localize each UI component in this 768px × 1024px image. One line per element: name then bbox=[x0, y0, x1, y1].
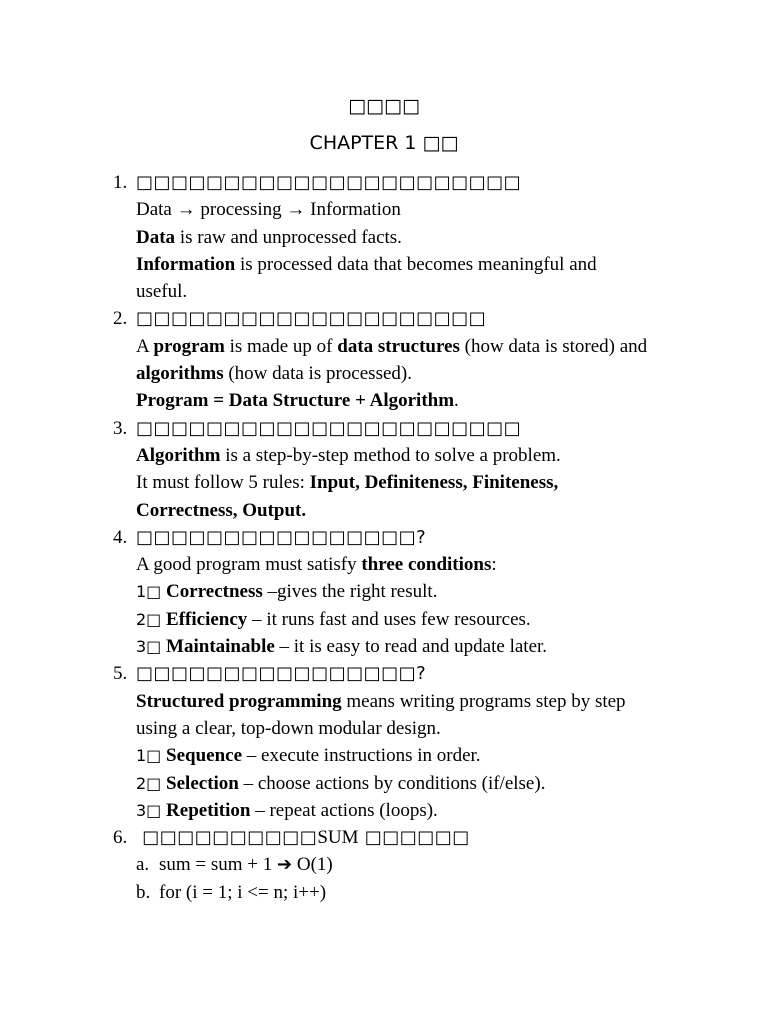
item-marker: 2□ bbox=[136, 609, 162, 629]
answer-text: . bbox=[454, 390, 459, 412]
list-item bbox=[0, 742, 768, 769]
item-marker: 3□ bbox=[136, 800, 162, 820]
list-item bbox=[0, 770, 768, 797]
answer-text: is raw and unprocessed facts. bbox=[175, 226, 402, 248]
answer-line bbox=[0, 251, 768, 278]
question-text: □□□□□□□□□□□□□□□□□□□□ bbox=[136, 308, 487, 330]
answer-line bbox=[0, 497, 768, 524]
answer-line: using a clear, top-down modular design. bbox=[136, 717, 441, 739]
answer-text: – it runs fast and uses few resources. bbox=[247, 608, 531, 630]
bold-term: Correctness bbox=[166, 581, 263, 603]
answer-text: It must follow 5 rules: bbox=[136, 472, 310, 494]
bold-term: Input, Definiteness, Finiteness, bbox=[309, 472, 559, 494]
answer-text: is processed data that becomes meaningful and bbox=[235, 253, 597, 275]
question-number: 4. bbox=[113, 526, 128, 548]
bold-term: Algorithm bbox=[136, 444, 221, 466]
question-number: 6. bbox=[113, 827, 128, 849]
answer-line bbox=[0, 688, 768, 715]
bold-term: algorithms bbox=[136, 363, 224, 385]
answer-text: – repeat actions (loops). bbox=[250, 799, 438, 821]
answer-text: means writing programs step by step bbox=[341, 690, 626, 712]
sub-item-label: a. bbox=[136, 854, 150, 876]
question-text-part: □□□□□□□□□□ bbox=[142, 827, 318, 849]
bold-term: Maintainable bbox=[166, 636, 275, 658]
complexity-text: O(1) bbox=[292, 854, 333, 876]
bold-term: Efficiency bbox=[166, 608, 248, 630]
answer-line bbox=[0, 387, 768, 414]
code-text: for (i = 1; i <= n; i++) bbox=[159, 881, 327, 903]
answer-text: – choose actions by conditions (if/else). bbox=[238, 772, 546, 794]
answer-line bbox=[0, 551, 768, 578]
answer-text: – execute instructions in order. bbox=[242, 745, 481, 767]
question-heading bbox=[0, 660, 768, 687]
bold-term: Structured programming bbox=[136, 690, 342, 712]
sub-item-label: b. bbox=[136, 881, 151, 903]
question-number: 5. bbox=[113, 663, 128, 685]
answer-line bbox=[0, 469, 768, 496]
arrow-icon: ➔ bbox=[277, 854, 293, 876]
bold-term: three conditions bbox=[361, 554, 492, 576]
question-heading bbox=[0, 415, 768, 442]
list-item bbox=[0, 606, 768, 633]
chapter-title: CHAPTER 1 □□ bbox=[309, 132, 459, 154]
bold-term: Selection bbox=[166, 772, 239, 794]
list-item bbox=[0, 578, 768, 605]
sum-label: SUM bbox=[317, 827, 359, 849]
answer-line bbox=[0, 442, 768, 469]
bold-term: Information bbox=[136, 253, 236, 275]
question-number: 1. bbox=[113, 172, 128, 193]
bold-term: program bbox=[153, 335, 225, 357]
question-number: 3. bbox=[113, 417, 128, 439]
answer-text: A bbox=[136, 335, 154, 357]
bold-term: data structures bbox=[337, 335, 460, 357]
list-item bbox=[0, 797, 768, 824]
bold-term: Program = Data Structure + Algorithm bbox=[136, 390, 455, 412]
question-text-part: □□□□□□ bbox=[364, 827, 470, 849]
sub-item bbox=[0, 879, 768, 906]
question-text bbox=[136, 827, 470, 848]
question-text: □□□□□□□□□□□□□□□□□□□□□□ bbox=[136, 172, 522, 193]
question-list bbox=[0, 169, 768, 906]
bold-term: Sequence bbox=[166, 745, 243, 767]
sub-item bbox=[0, 851, 768, 878]
list-item bbox=[0, 633, 768, 660]
question-text: □□□□□□□□□□□□□□□□□□□□□□ bbox=[136, 417, 522, 439]
question-heading bbox=[0, 305, 768, 332]
answer-line bbox=[0, 224, 768, 251]
question-heading bbox=[0, 524, 768, 551]
code-text: sum = sum + 1 bbox=[159, 854, 278, 876]
question-text: □□□□□□□□□□□□□□□□? bbox=[136, 663, 427, 685]
question-heading bbox=[0, 824, 768, 851]
question-text: □□□□□□□□□□□□□□□□? bbox=[136, 526, 427, 548]
answer-line bbox=[0, 333, 768, 360]
bold-term: Repetition bbox=[166, 799, 251, 821]
item-marker: 1□ bbox=[136, 746, 162, 766]
answer-line bbox=[0, 360, 768, 387]
question-heading bbox=[0, 169, 768, 196]
answer-text: A good program must satisfy bbox=[136, 554, 362, 576]
question-number: 2. bbox=[113, 308, 128, 330]
answer-text: – it is easy to read and update later. bbox=[274, 636, 548, 658]
answer-text: is a step-by-step method to solve a problem. bbox=[220, 444, 561, 466]
answer-text: : bbox=[491, 554, 497, 576]
item-marker: 3□ bbox=[136, 637, 162, 657]
answer-text: (how data is processed). bbox=[223, 363, 412, 385]
bold-term: Correctness, Output. bbox=[136, 499, 307, 521]
answer-line: Data → processing → Information bbox=[136, 199, 401, 221]
answer-line: useful. bbox=[136, 281, 188, 303]
bold-term: Data bbox=[136, 226, 176, 248]
answer-text: –gives the right result. bbox=[262, 581, 438, 603]
document-title: □□□□ bbox=[348, 95, 420, 117]
answer-text: is made up of bbox=[224, 335, 338, 357]
answer-text: (how data is stored) and bbox=[459, 335, 648, 357]
item-marker: 1□ bbox=[136, 582, 162, 602]
item-marker: 2□ bbox=[136, 773, 162, 793]
